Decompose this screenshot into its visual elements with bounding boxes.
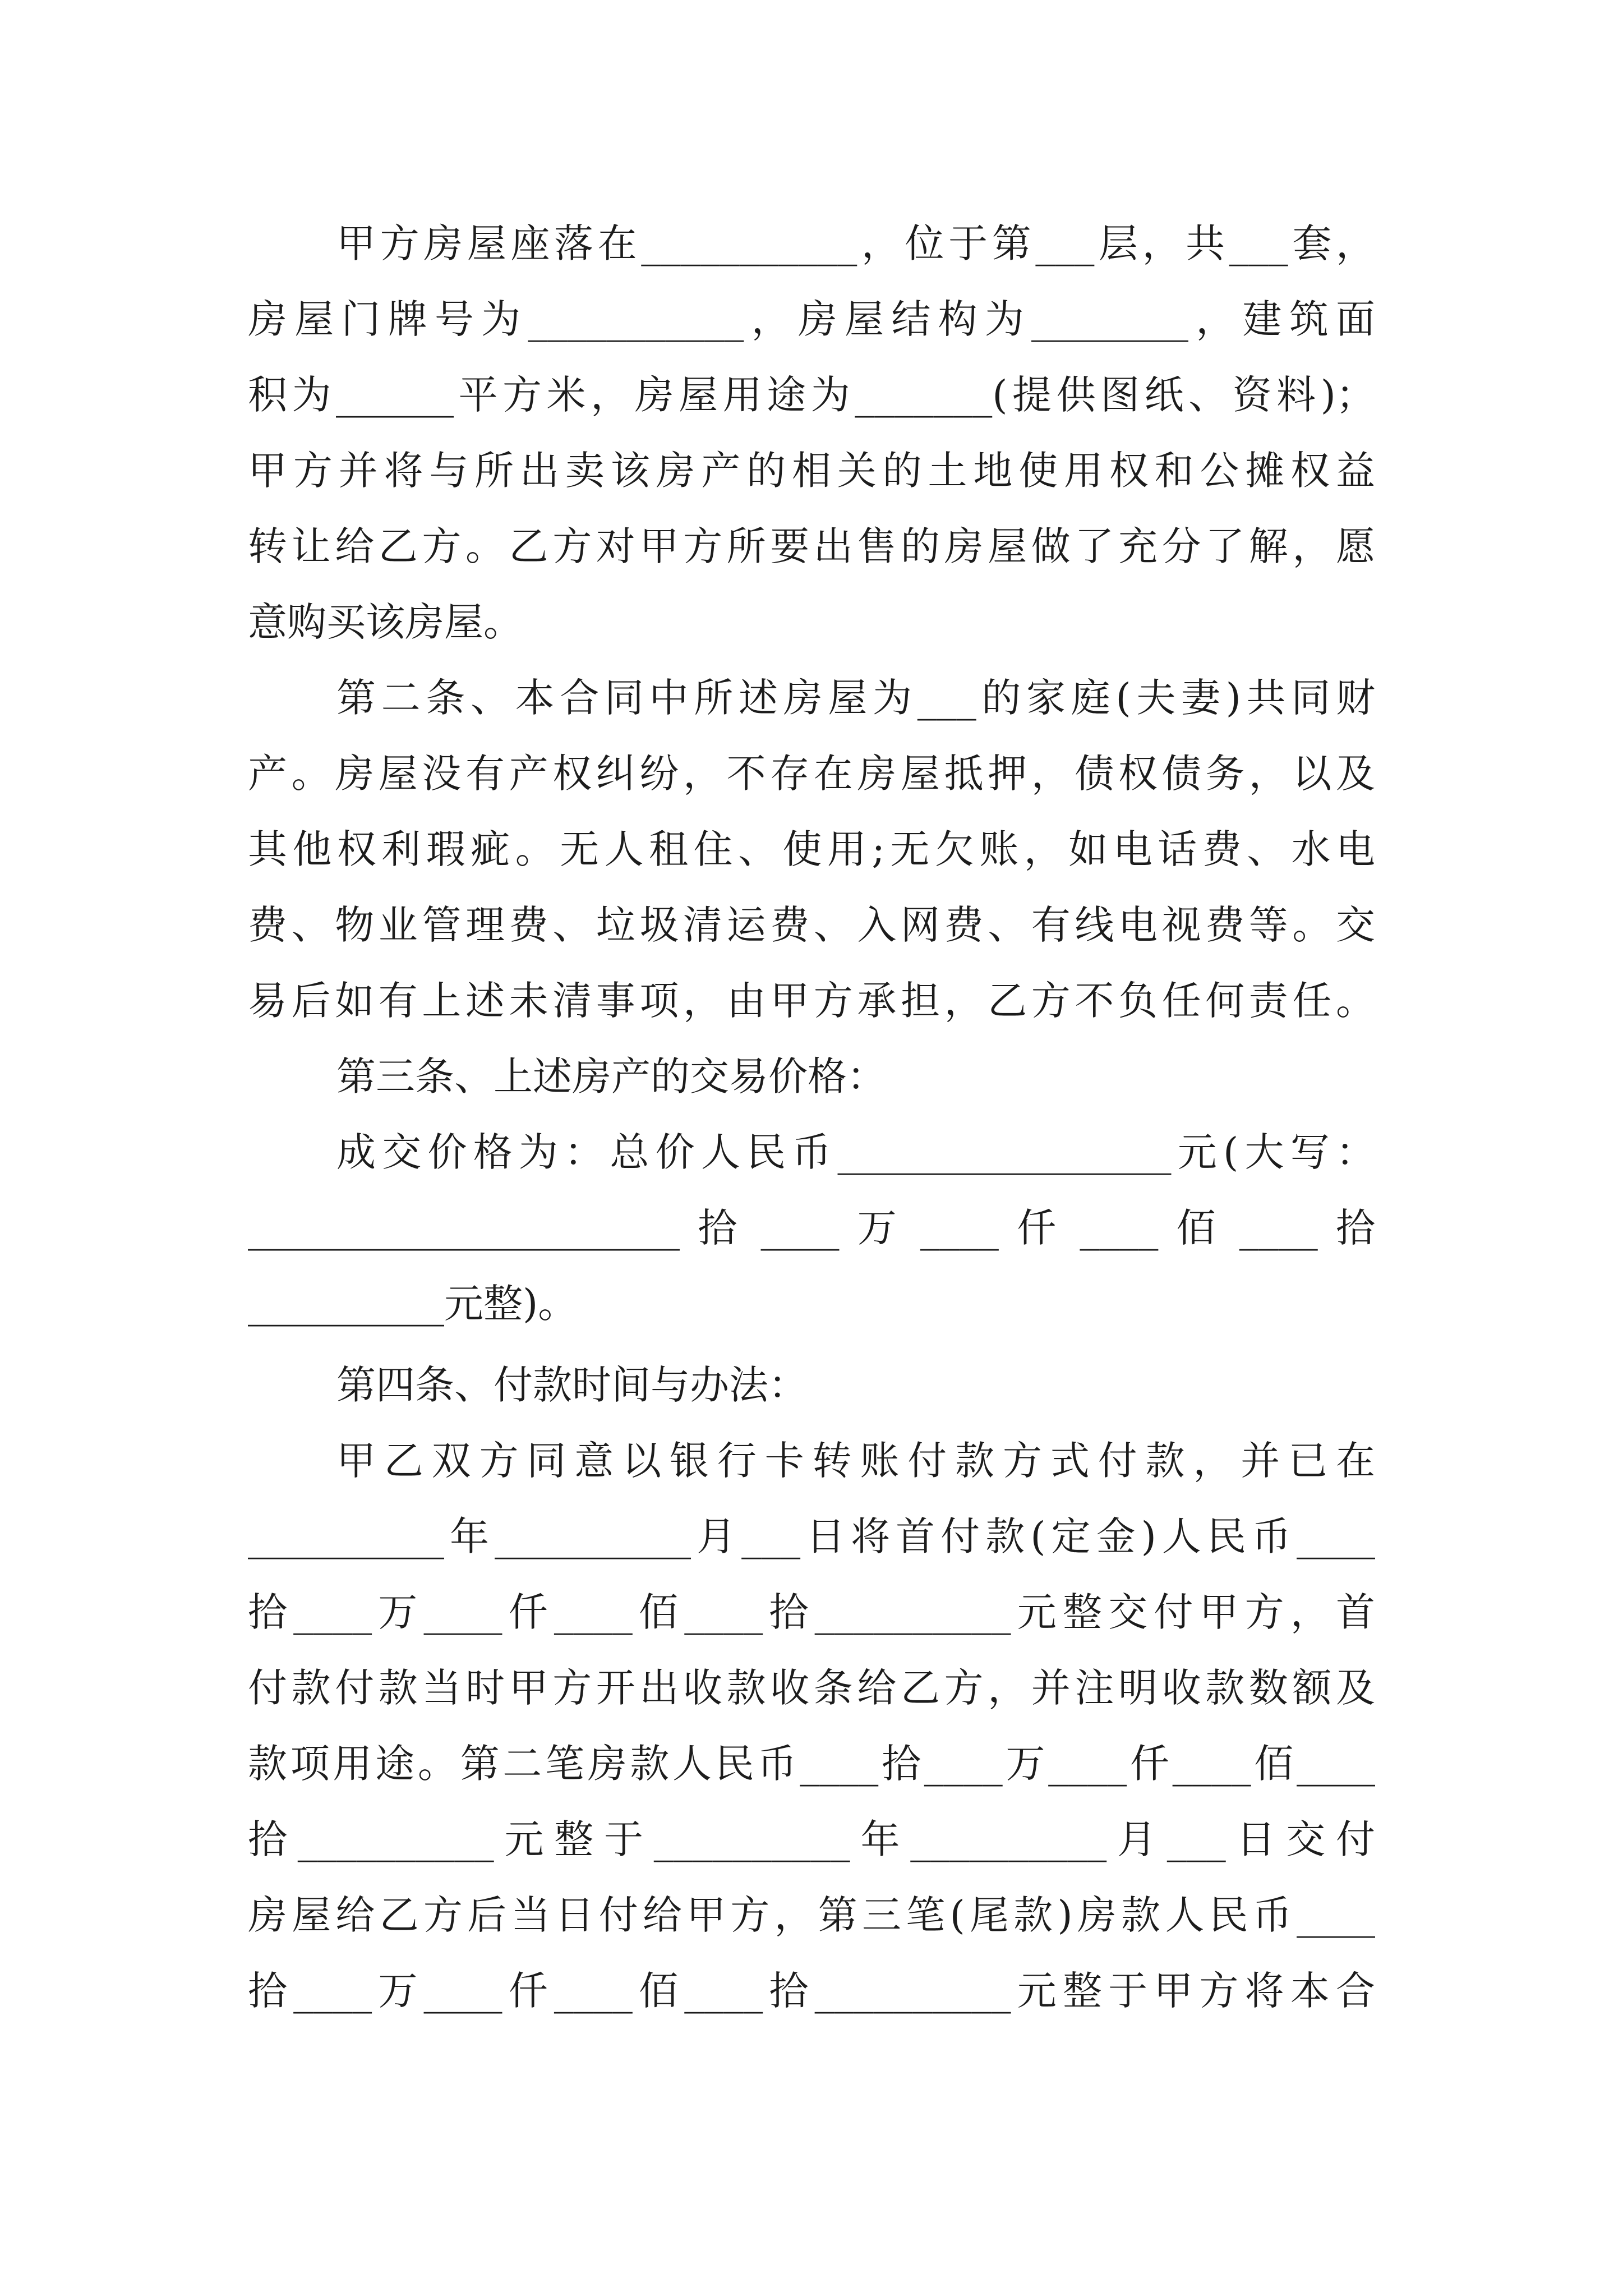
- text-line: 第四条、付款时间与办法：: [336, 1362, 808, 1408]
- text-line: 第三条、上述房产的交易价格：: [336, 1053, 886, 1099]
- text-line: 拾__________元整于__________年__________月___日交付: [248, 1816, 1375, 1862]
- text-line: 甲方并将与所出卖该房产的相关的土地使用权和公摊权益: [248, 448, 1375, 494]
- text-line: ______________________ 拾 ____ 万 ____ 仟 ____ 佰 ____ 拾: [248, 1205, 1375, 1251]
- text-line: 房屋门牌号为___________，房屋结构为________，建筑面: [248, 296, 1375, 342]
- text-line: 拾____万____仟____佰____拾__________元整交付甲方，首: [248, 1589, 1375, 1635]
- text-line: 积为______平方米，房屋用途为_______(提供图纸、资料)；: [248, 372, 1375, 418]
- text-line: 费、物业管理费、垃圾清运费、入网费、有线电视费等。交: [248, 902, 1375, 948]
- text-line: 其他权利瑕疵。无人租住、使用;无欠账，如电话费、水电: [248, 826, 1375, 872]
- text-line: 拾____万____仟____佰____拾__________元整于甲方将本合: [248, 1968, 1375, 2014]
- text-line: 款项用途。第二笔房款人民币____拾____万____仟____佰____: [248, 1741, 1375, 1787]
- text-line: 易后如有上述未清事项，由甲方承担，乙方不负任何责任。: [248, 978, 1375, 1024]
- text-line: __________元整)。: [248, 1281, 578, 1327]
- text-line: 付款付款当时甲方开出收款收条给乙方，并注明收款数额及: [248, 1665, 1375, 1711]
- text-line: 房屋给乙方后当日付给甲方，第三笔(尾款)房款人民币____: [248, 1892, 1375, 1938]
- text-line: 第二条、本合同中所述房屋为___的家庭(夫妻)共同财: [336, 675, 1375, 721]
- text-line: 转让给乙方。乙方对甲方所要出售的房屋做了充分了解，愿: [248, 523, 1375, 569]
- text-line: 意购买该房屋。: [248, 599, 523, 645]
- text-line: 成交价格为：总价人民币_________________元(大写：: [336, 1129, 1375, 1175]
- text-line: 甲乙双方同意以银行卡转账付款方式付款，并已在: [336, 1438, 1375, 1484]
- text-line: 甲方房屋座落在___________，位于第___层，共___套，: [336, 220, 1375, 266]
- text-line: 产。房屋没有产权纠纷，不存在房屋抵押，债权债务，以及: [248, 751, 1375, 797]
- text-line: __________年__________月___日将首付款(定金)人民币____: [248, 1513, 1375, 1559]
